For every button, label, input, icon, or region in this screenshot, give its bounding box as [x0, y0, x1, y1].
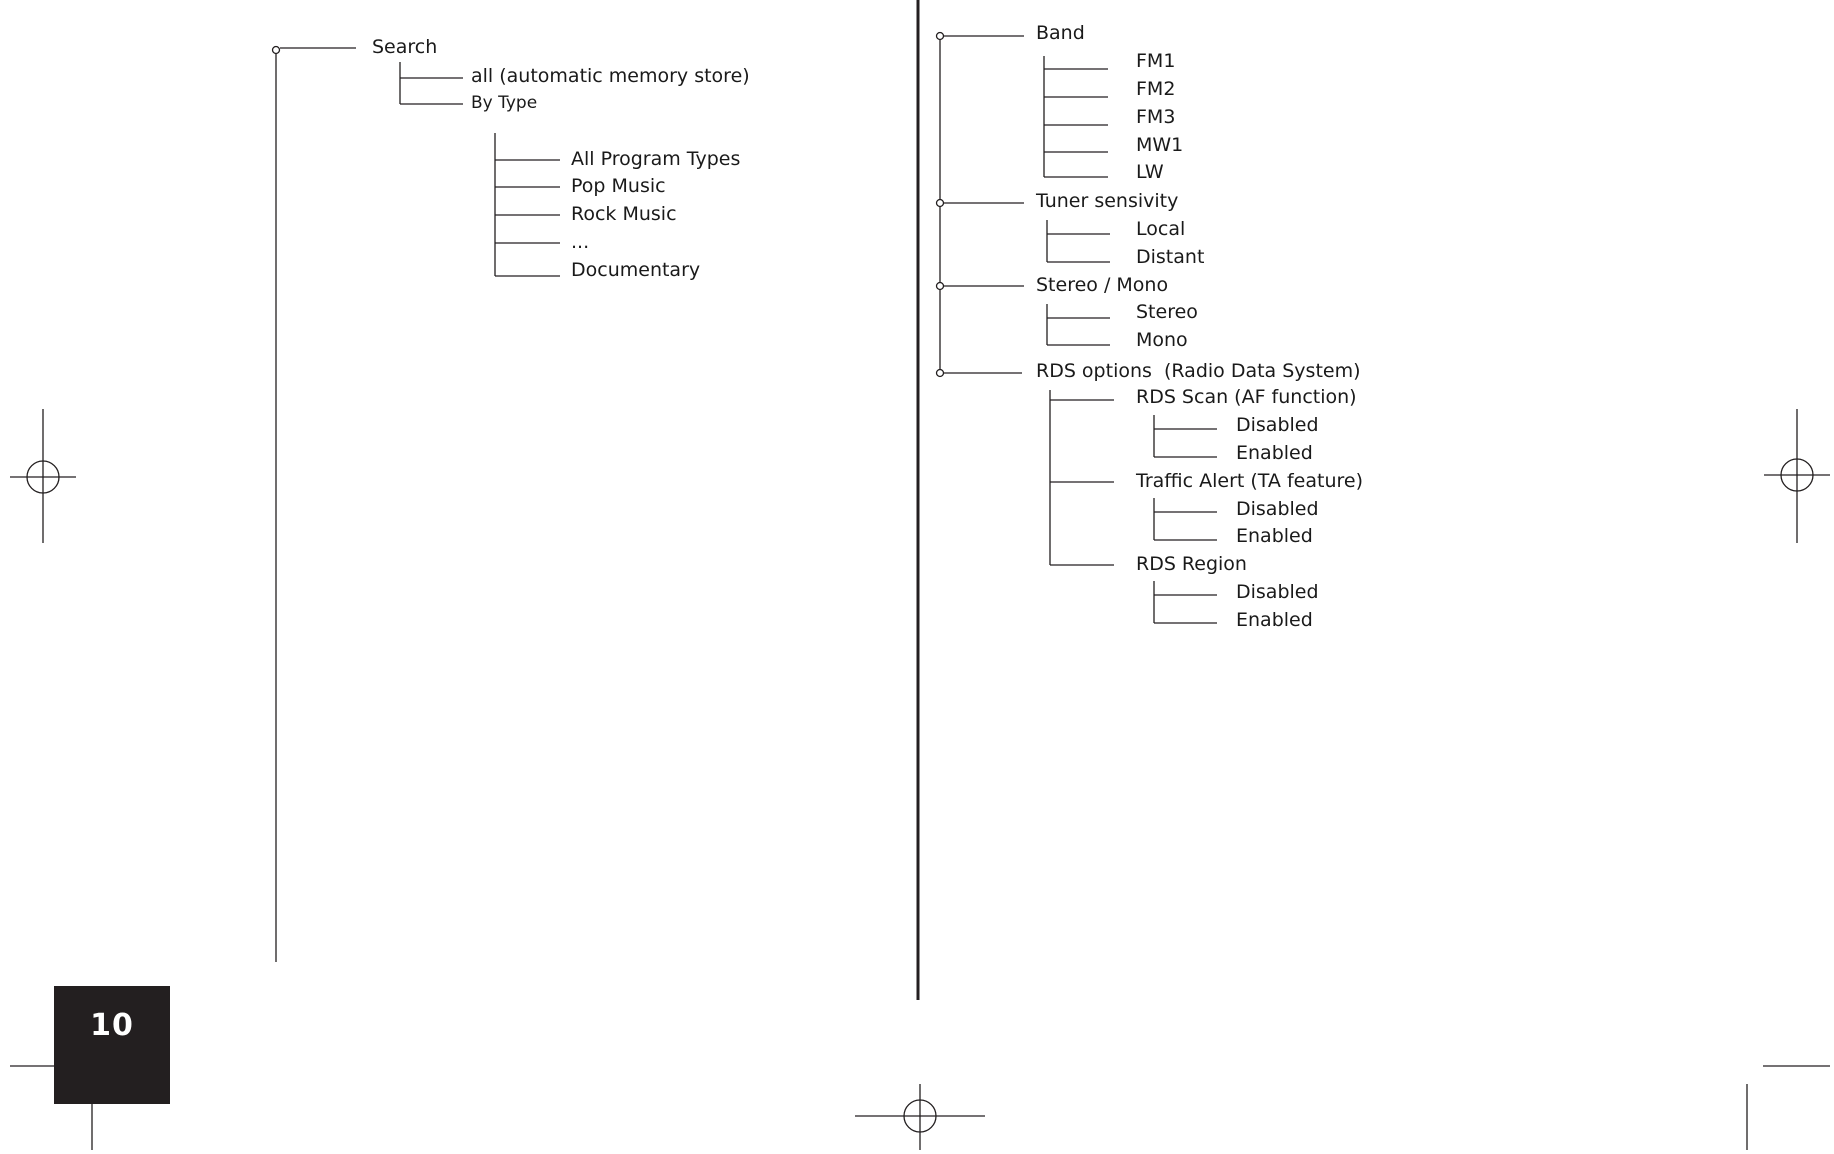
menu-label-fm1: FM1: [1136, 50, 1176, 72]
registration-mark-bottom-icon: [855, 1084, 985, 1150]
menu-label-local: Local: [1136, 218, 1186, 240]
menu-label-scan-disabled: Disabled: [1236, 414, 1319, 436]
menu-label-fm2: FM2: [1136, 78, 1176, 100]
node-dot-tuner: [937, 200, 944, 207]
node-dot-stereo: [937, 283, 944, 290]
menu-label-stereo: Stereo: [1136, 301, 1198, 323]
node-dot-rds: [937, 370, 944, 377]
registration-mark-right-icon: [1764, 409, 1830, 543]
page-number-box: [54, 986, 170, 1104]
menu-label-traffic-disabled: Disabled: [1236, 498, 1319, 520]
menu-label-by-type: By Type: [471, 93, 538, 113]
menu-label-type-pop: Pop Music: [571, 175, 666, 197]
menu-label-type-documentary: Documentary: [571, 259, 701, 281]
menu-label-search: Search: [372, 36, 438, 58]
registration-mark-left-icon: [10, 409, 76, 543]
menu-label-type-rock: Rock Music: [571, 203, 677, 225]
menu-label-distant: Distant: [1136, 246, 1205, 268]
crop-mark-bottom-right-icon: [1747, 1066, 1830, 1150]
menu-label-traffic-enabled: Enabled: [1236, 525, 1313, 547]
menu-label-stereo-mono: Stereo / Mono: [1036, 274, 1169, 296]
menu-label-mw1: MW1: [1136, 134, 1184, 156]
menu-label-all-store: all (automatic memory store): [471, 65, 750, 87]
menu-label-mono: Mono: [1136, 329, 1188, 351]
menu-label-region-disabled: Disabled: [1236, 581, 1319, 603]
menu-label-tuner: Tuner sensivity: [1036, 190, 1179, 212]
node-dot-search: [273, 47, 280, 54]
menu-label-rds-options: RDS options (Radio Data System): [1036, 360, 1361, 382]
menu-label-type-all: All Program Types: [571, 148, 741, 170]
menu-label-type-ellipsis: ...: [571, 231, 590, 253]
menu-label-rds-scan: RDS Scan (AF function): [1136, 386, 1357, 408]
menu-label-region-enabled: Enabled: [1236, 609, 1313, 631]
menu-label-scan-enabled: Enabled: [1236, 442, 1313, 464]
node-dot-band: [937, 33, 944, 40]
menu-label-traffic-alert: Traffic Alert (TA feature): [1136, 470, 1363, 492]
menu-label-fm3: FM3: [1136, 106, 1176, 128]
menu-label-lw: LW: [1136, 161, 1164, 183]
menu-label-band: Band: [1036, 22, 1085, 44]
menu-label-rds-region: RDS Region: [1136, 553, 1247, 575]
page-number: 10: [90, 1008, 134, 1043]
